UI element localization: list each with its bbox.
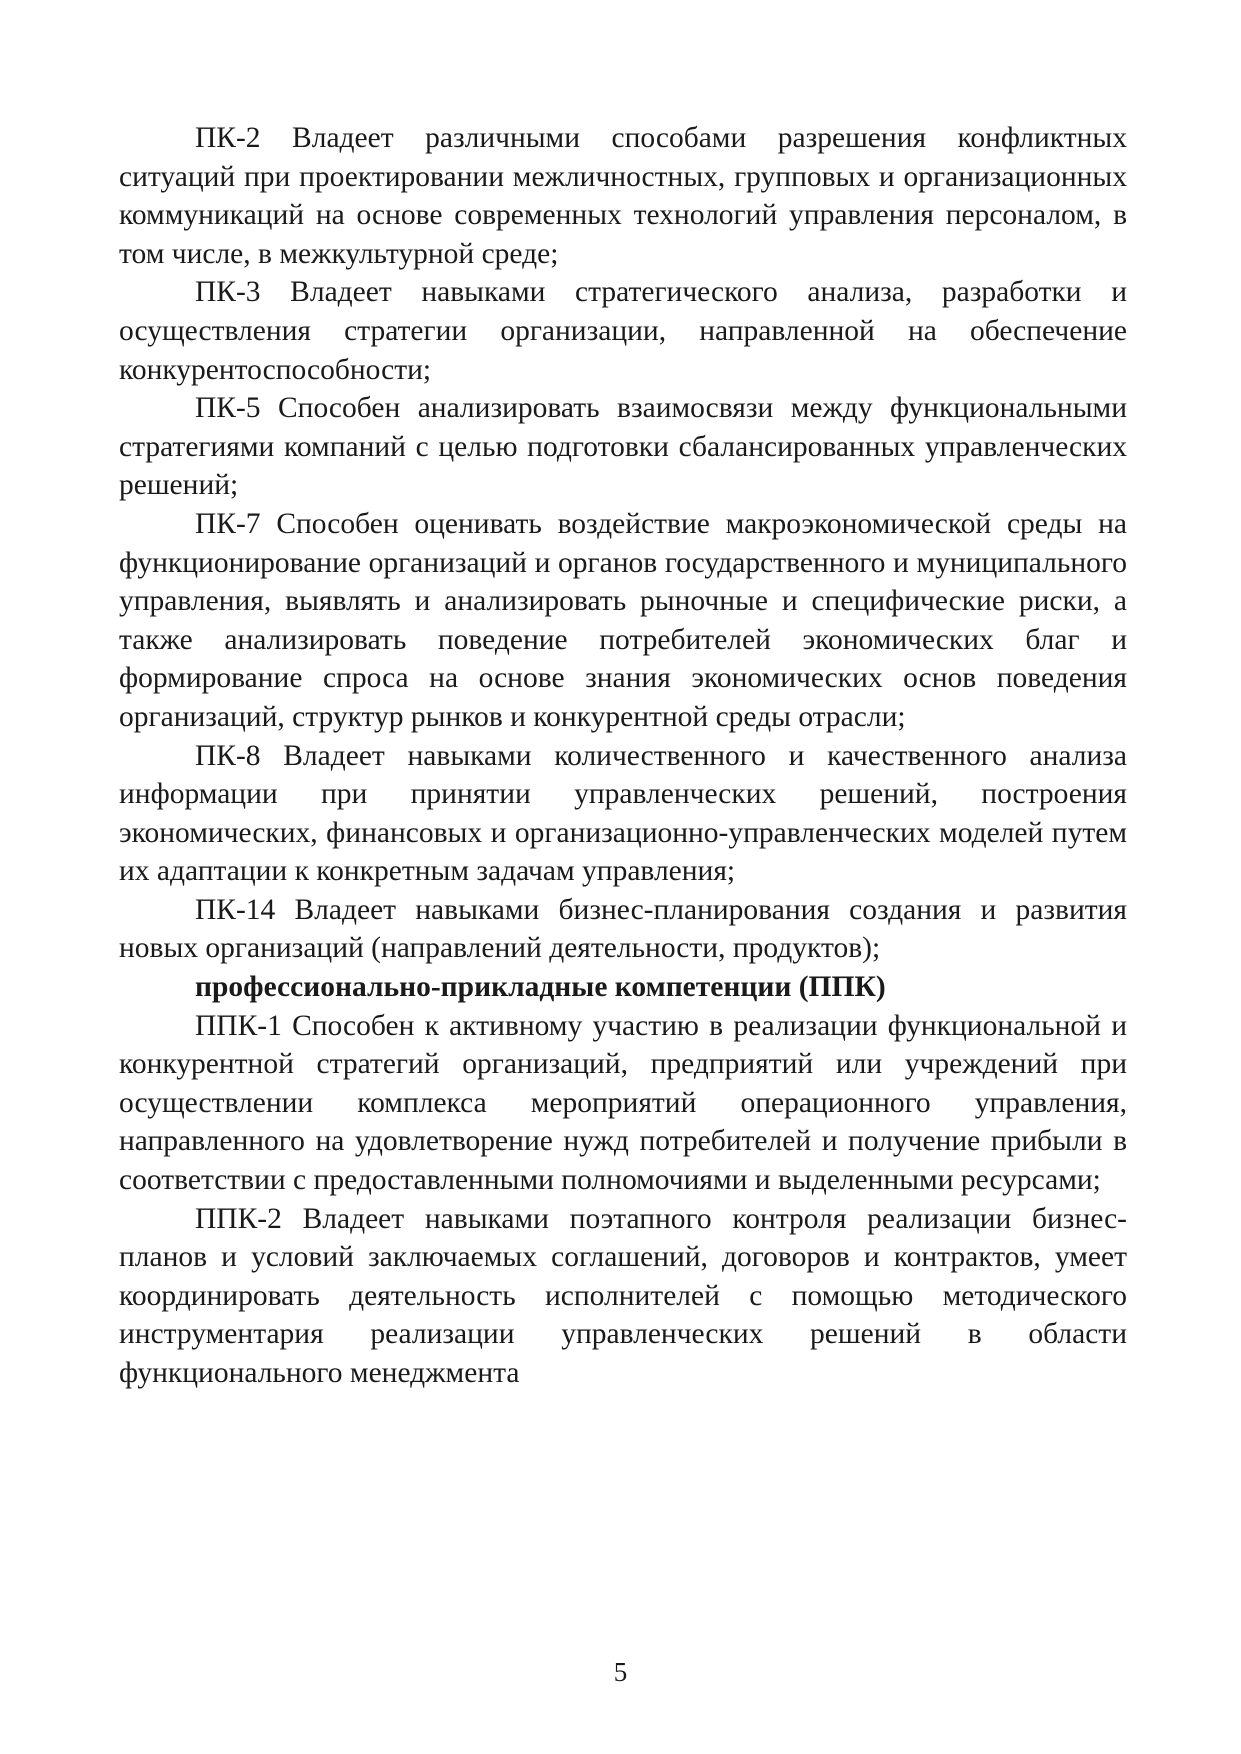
paragraph-pk14: ПК-14 Владеет навыками бизнес-планирования создания и развития новых организаций (направлений деятельности, продуктов);: [119, 893, 1127, 965]
paragraph-ppk2: ППК-2 Владеет навыками поэтапного контроля реализации бизнес-планов и условий заключаемых соглашений, договоров и контрактов, умеет координировать деятельность исполнителей с помощью методического инструментария реализации управленческих решений в области функционального менеджмента: [119, 1202, 1127, 1389]
paragraph-ppk1: ППК-1 Способен к активному участию в реализации функциональной и конкурентной стратегий организаций, предприятий или учреждений при осуществлении комплекса мероприятий операционного управления, направленного на удовлетворение нужд потребителей и получение прибыли в соответствии с предоставленными полномочиями и выделенными ресурсами;: [119, 1009, 1127, 1197]
paragraph-pk2: ПК-2 Владеет различными способами разрешения конфликтных ситуаций при проектировании межличностных, групповых и организационных коммуникаций на основе современных технологий управления персоналом, в том числе, в межкультурной среде;: [119, 122, 1127, 270]
paragraph-pk5: ПК-5 Способен анализировать взаимосвязи между функциональными стратегиями компаний с целью подготовки сбалансированных управленческих решений;: [119, 392, 1127, 502]
paragraph-pk7: ПК-7 Способен оценивать воздействие макроэкономической среды на функционирование организаций и органов государственного и муниципального управления, выявлять и анализировать рыночные и специфические риски, а также анализировать поведение потребителей экономических благ и формирование спроса на основе знания экономических основ поведения организаций, структур рынков и конкурентной среды отрасли;: [119, 507, 1127, 733]
page-number: 5: [613, 1657, 628, 1687]
document-body: [119, 119, 1127, 1393]
paragraph-pk3: ПК-3 Владеет навыками стратегического анализа, разработки и осуществления стратегии организации, направленной на обеспечение конкурентоспособности;: [119, 276, 1127, 386]
paragraph-pk8: ПК-8 Владеет навыками количественного и качественного анализа информации при принятии управленческих решений, построения экономических, финансовых и организационно-управленческих моделей путем их адаптации к конкретным задачам управления;: [119, 739, 1127, 888]
section-heading: профессионально-прикладные компетенции (ППК): [195, 971, 886, 1004]
